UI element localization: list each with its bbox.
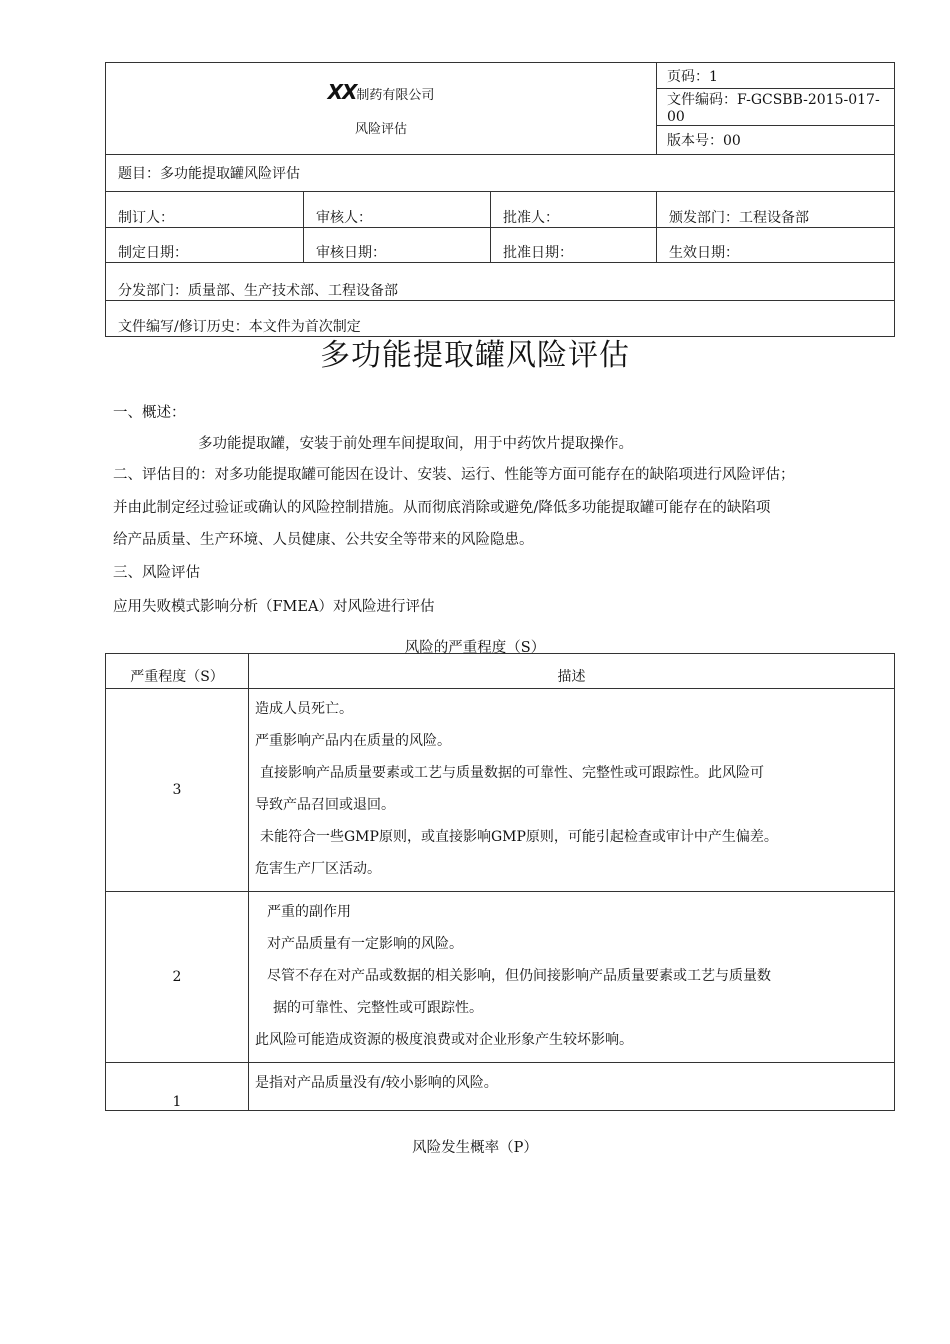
version-number: 版本号：00	[657, 126, 895, 155]
description-line: 直接影响产品质量要素或工艺与质量数据的可靠性、完整性或可跟踪性。此风险可	[260, 765, 764, 781]
description-line: 未能符合一些GMP原则，或直接影响GMP原则，可能引起检查或审计中产生偏差。	[260, 829, 778, 845]
table-row	[106, 892, 895, 1063]
distribution-departments: 分发部门：质量部、生产技术部、工程设备部	[106, 263, 895, 301]
description-line: 对产品质量有一定影响的风险。	[267, 936, 463, 952]
drafter-field: 制订人：	[106, 192, 304, 228]
description-line: 严重的副作用	[267, 904, 351, 920]
document-subject: 题目：多功能提取罐风险评估	[106, 155, 895, 192]
fmea-method: 应用失败模式影响分析（FMEA）对风险进行评估	[113, 599, 435, 615]
purpose-line-1: 二、评估目的：对多功能提取罐可能因在设计、安装、运行、性能等方面可能存在的缺陷项进行风险评估；	[113, 467, 795, 483]
description-line: 严重影响产品内在质量的风险。	[255, 733, 451, 749]
approval-date: 批准日期：	[491, 228, 657, 263]
probability-table-caption: 风险发生概率（P）	[412, 1140, 538, 1156]
severity-description	[249, 1063, 895, 1111]
table-row	[106, 1063, 895, 1111]
severity-table-caption: 风险的严重程度（S）	[404, 640, 546, 656]
severity-level: 1	[106, 1063, 249, 1111]
approver-field: 批准人：	[491, 192, 657, 228]
revision-history: 文件编写/修订历史：本文件为首次制定	[106, 301, 895, 337]
description-line: 危害生产厂区活动。	[255, 861, 381, 877]
severity-level-header: 严重程度（S）	[106, 654, 249, 689]
effective-date: 生效日期：	[657, 228, 895, 263]
severity-level: 3	[106, 689, 249, 892]
drafting-date: 制定日期：	[106, 228, 304, 263]
description-line: 导致产品召回或退回。	[255, 797, 395, 813]
overview-text: 多功能提取罐，安装于前处理车间提取间，用于中药饮片提取操作。	[198, 436, 633, 452]
company-xx: XX	[327, 80, 357, 104]
description-line: 造成人员死亡。	[255, 701, 353, 717]
reviewer-field: 审核人：	[304, 192, 491, 228]
document-title: 多功能提取罐风险评估	[320, 338, 630, 373]
risk-assessment-heading: 三、风险评估	[113, 565, 200, 581]
document-header-table	[105, 62, 895, 337]
description-line: 是指对产品质量没有/较小影响的风险。	[255, 1075, 498, 1091]
description-line: 尽管不存在对产品或数据的相关影响，但仍间接影响产品质量要素或工艺与质量数	[267, 968, 771, 984]
severity-description	[249, 892, 895, 1063]
company-cell	[106, 63, 657, 155]
severity-level: 2	[106, 892, 249, 1063]
description-header: 描述	[249, 654, 895, 689]
severity-table	[105, 653, 895, 1111]
company-subtitle: 风险评估	[354, 122, 407, 137]
severity-description	[249, 689, 895, 892]
table-row	[106, 689, 895, 892]
company-name-text: 制药有限公司	[356, 88, 435, 103]
company-name	[106, 80, 656, 104]
description-line: 据的可靠性、完整性或可跟踪性。	[273, 1000, 483, 1016]
description-line: 此风险可能造成资源的极度浪费或对企业形象产生较坏影响。	[255, 1032, 633, 1048]
review-date: 审核日期：	[304, 228, 491, 263]
purpose-line-2: 并由此制定经过验证或确认的风险控制措施。从而彻底消除或避免/降低多功能提取罐可能存在的缺陷项	[113, 500, 771, 516]
overview-heading: 一、概述：	[113, 405, 186, 421]
issuing-department: 颁发部门：工程设备部	[657, 192, 895, 228]
page-number: 页码：1	[657, 63, 895, 89]
purpose-line-3: 给产品质量、生产环境、人员健康、公共安全等带来的风险隐患。	[113, 532, 534, 548]
document-code: 文件编码：F-GCSBB-2015-017-00	[657, 89, 895, 126]
